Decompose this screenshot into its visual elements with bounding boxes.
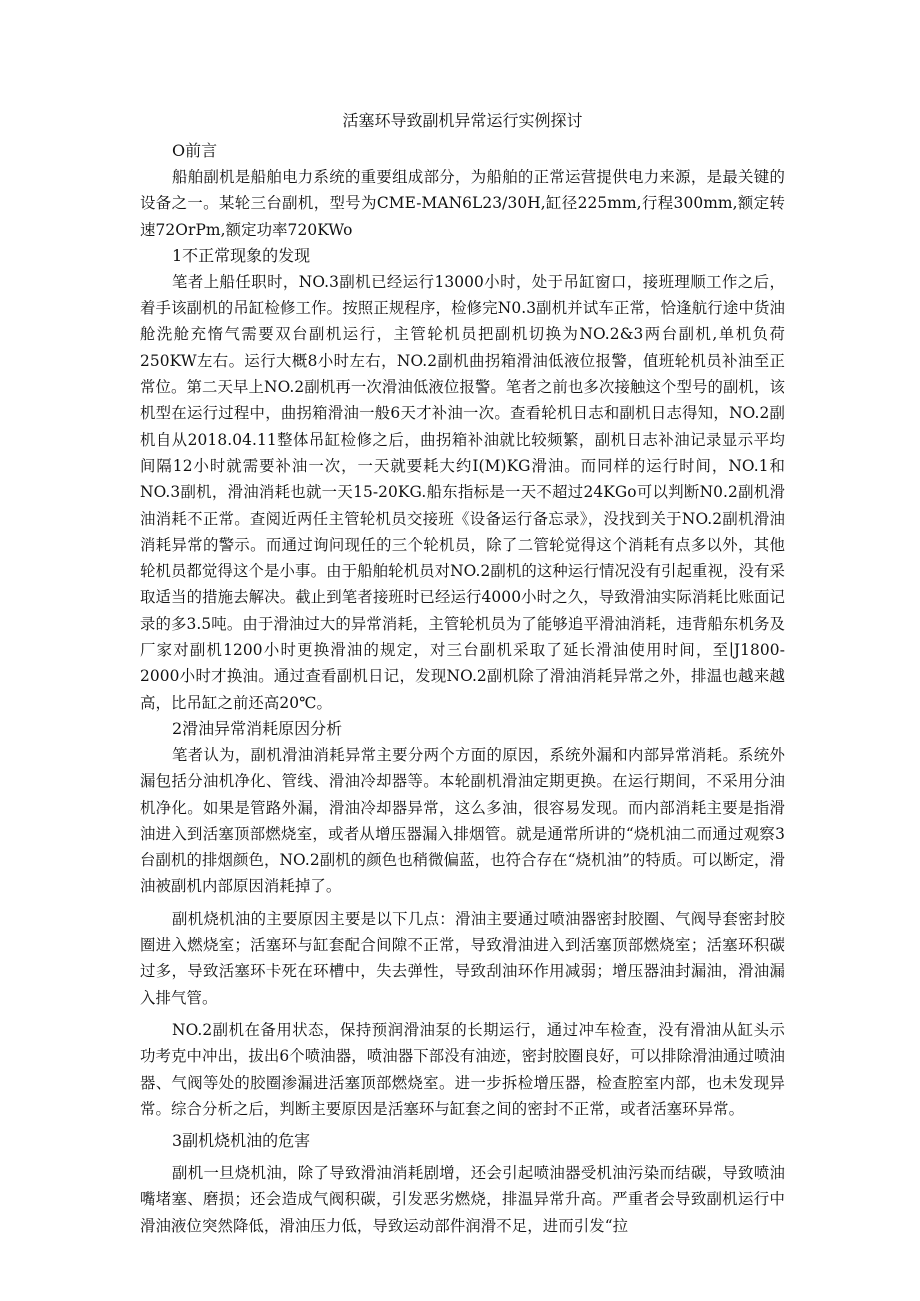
document-title: 活塞环导致副机异常运行实例探讨 <box>342 111 583 130</box>
section-heading-preface: O前言 <box>172 141 218 160</box>
paragraph-cause-analysis-3: NO.2副机在备用状态，保持预润滑油泵的长期运行，通过冲车检查，没有滑油从缸头示功考克中冲出，拔出6个喷油器，喷油器下部没有油迹，密封胶圈良好，可以排除滑油通过喷油器、气阀等处的胶圈渗漏进活塞顶部燃烧室。进一步拆检增压器，检查腔室内部，也未发现异常。综合分析之后，判断主要原因是活塞环与缸套之间的密封不正常，或者活塞环异常。 <box>140 1020 786 1118</box>
section-heading-abnormal-discovery: 1不正常现象的发现 <box>172 245 311 265</box>
paragraph-preface: 船舶副机是船舶电力系统的重要组成部分，为船舶的正常运营提供电力来源，是最关键的设备之一。某轮三台副机，型号为CME-MAN6L23/30H,缸径225mm,行程300mm,额定转速72OrPm,额定功率720KWo <box>140 168 785 239</box>
paragraph-cause-analysis-1: 笔者认为，副机滑油消耗异常主要分两个方面的原因，系统外漏和内部异常消耗。系统外漏包括分油机净化、管线、滑油冷却器等。本轮副机滑油定期更换。在运行期间，不采用分油机净化。如果是管路外漏，滑油冷却器异常，这么多油，很容易发现。而内部消耗主要是指滑油进入到活塞顶部燃烧室，或者从增压器漏入排烟管。就是通常所讲的“烧机油二而通过观察3台副机的排烟颜色，NO.2副机的颜色也稍微偏蓝，也符合存在“烧机油”的特质。可以断定，滑油被副机内部原因消耗掉了。 <box>140 745 785 896</box>
section-heading-cause-analysis: 2滑油异常消耗原因分析 <box>172 718 343 738</box>
paragraph-cause-analysis-2: 副机烧机油的主要原因主要是以下几点：滑油主要通过喷油器密封胶圈、气阀导套密封胶圈进入燃烧室；活塞环与缸套配合间隙不正常，导致滑油进入到活塞顶部燃烧室；活塞环积碳过多，导致活塞环卡死在环槽中，失去弹性，导致刮油环作用减弱；增压器油封漏油，滑油漏入排气管。 <box>140 909 785 1007</box>
paragraph-hazards: 副机一旦烧机油，除了导致滑油消耗剧增，还会引起喷油器受机油污染而结碳，导致喷油嘴堵塞、磨损；还会造成气阀积碳，引发恶劣燃烧，排温异常升高。严重者会导致副机运行中滑油液位突然降低，滑油压力低，导致运动部件润滑不足，进而引发“拉 <box>140 1164 785 1235</box>
section-heading-hazards: 3副机烧机油的危害 <box>172 1131 311 1151</box>
paragraph-abnormal-discovery: 笔者上船任职时，NO.3副机已经运行13000小时，处于吊缸窗口，接班理顺工作之后，着手该副机的吊缸检修工作。按照正规程序，检修完N0.3副机并试车正常，恰逢航行途中货油舱洗舱充惰气需要双台副机运行，主管轮机员把副机切换为NO.2&3两台副机,单机负荷250KW左右。运行大概8小时左右，NO.2副机曲拐箱滑油低液位报警，值班轮机员补油至正常位。第二天早上NO.2副机再一次滑油低液位报警。笔者之前也多次接触这个型号的副机，该机型在运行过程中，曲拐箱滑油一般6天才补油一次。查看轮机日志和副机日志得知，NO.2副机自从2018.04.11整体吊缸检修之后，曲拐箱补油就比较频繁，副机日志补油记录显示平均间隔12小时就需要补油一次，一天就要耗大约I(M)KG滑油。而同样的运行时间，NO.1和NO.3副机，滑油消耗也就一天15-20KG.船东指标是一天不超过24KGo可以判断N0.2副机滑油消耗不正常。查阅近两任主管轮机员交接班《设备运行备忘录》，没找到关于NO.2副机滑油消耗异常的警示。而通过询问现任的三个轮机员，除了二管轮觉得这个消耗有点多以外，其他轮机员都觉得这个是小事。由于船舶轮机员对NO.2副机的这种运行情况没有引起重视，没有采取适当的措施去解决。截止到笔者接班时已经运行4000小时之久，导致滑油实际消耗比账面记录的多3.5吨。由于滑油过大的异常消耗，主管轮机员为了能够追平滑油消耗，违背船东机务及厂家对副机1200小时更换滑油的规定，对三台副机采取了延长滑油使用时间，至∣J1800-2000小时才换油。通过查看副机日记，发现NO.2副机除了滑油消耗异常之外，排温也越来越高，比吊缸之前还高20℃。 <box>140 272 785 712</box>
document-page <box>140 106 785 1239</box>
